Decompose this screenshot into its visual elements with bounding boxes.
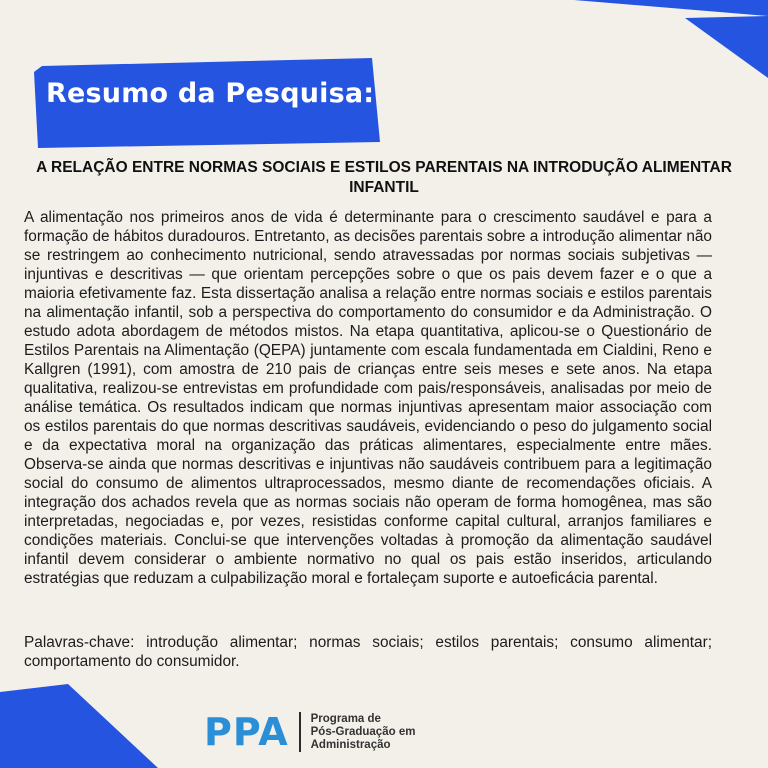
program-logo: [204, 710, 415, 754]
title-banner: [34, 56, 380, 148]
logo-divider: [299, 712, 301, 752]
logo-line-1: Programa de: [310, 712, 381, 725]
logo-line-3: Administração: [310, 738, 391, 751]
corner-shape-bottom-left: [0, 684, 160, 768]
keywords-text: Palavras-chave: introdução alimentar; normas sociais; estilos parentais; consumo alimentar; comportamento do consumidor.: [24, 634, 712, 670]
abstract-text: A alimentação nos primeiros anos de vida é determinante para o crescimento saudável e para a formação de hábitos duradouros. Entretanto, as decisões parentais sobre a introdução alimentar não se restringem ao conhecimento nutricional, sendo atravessadas por normas sociais subjetivas — injuntivas e descritivas — que orientam percepções sobre o que os pais devem fazer e o que a maioria efetivamente faz. Esta dissertação analisa a relação entre normas sociais e estilos parentais na alimentação infantil, sob a perspectiva do comportamento do consumidor e da Administração. O estudo adota abordagem de métodos mistos. Na etapa quantitativa, aplicou-se o Questionário de Estilos Parentais na Alimentação (QEPA) juntamente com escala fundamentada em Cialdini, Reno e Kallgren (1991), com amostra de 210 pais de crianças entre seis meses e sete anos. Na etapa qualitativa, realizou-se entrevistas em profundidade com pais/responsáveis, analisadas por meio de análise temática. Os resultados indicam que normas injuntivas apresentam maior associação com os estilos parentais do que normas descritivas saudáveis, evidenciando o peso do julgamento social e da expectativa moral na organização das práticas alimentares, especialmente entre mães. Observa-se ainda que normas descritivas e injuntivas não saudáveis contribuem para a legitimação social do consumo de alimentos ultraprocessados, mesmo diante de recomendações oficiais. A integração dos achados revela que as normas sociais não operam de forma homogênea, mas são interpretadas, negociadas e, por vezes, resistidas conforme capital cultural, arranjos familiares e condições materiais. Conclui-se que intervenções voltadas à promoção da alimentação saudável infantil devem considerar o ambiente normativo no qual os pais estão inseridos, articulando estratégias que reduzam a culpabilização moral e fortaleçam suporte e autoeficácia parental.: [24, 209, 712, 587]
document-title: A RELAÇÃO ENTRE NORMAS SOCIAIS E ESTILOS PARENTAIS NA INTRODUÇÃO ALIMENTAR INFANTIL: [36, 159, 732, 196]
logo-text: [311, 713, 416, 752]
logo-mark: PPA: [204, 710, 289, 754]
banner-title: Resumo da Pesquisa:: [46, 78, 375, 109]
logo-line-2: Pós-Graduação em: [310, 725, 416, 738]
corner-shape-top-right: [560, 0, 768, 90]
